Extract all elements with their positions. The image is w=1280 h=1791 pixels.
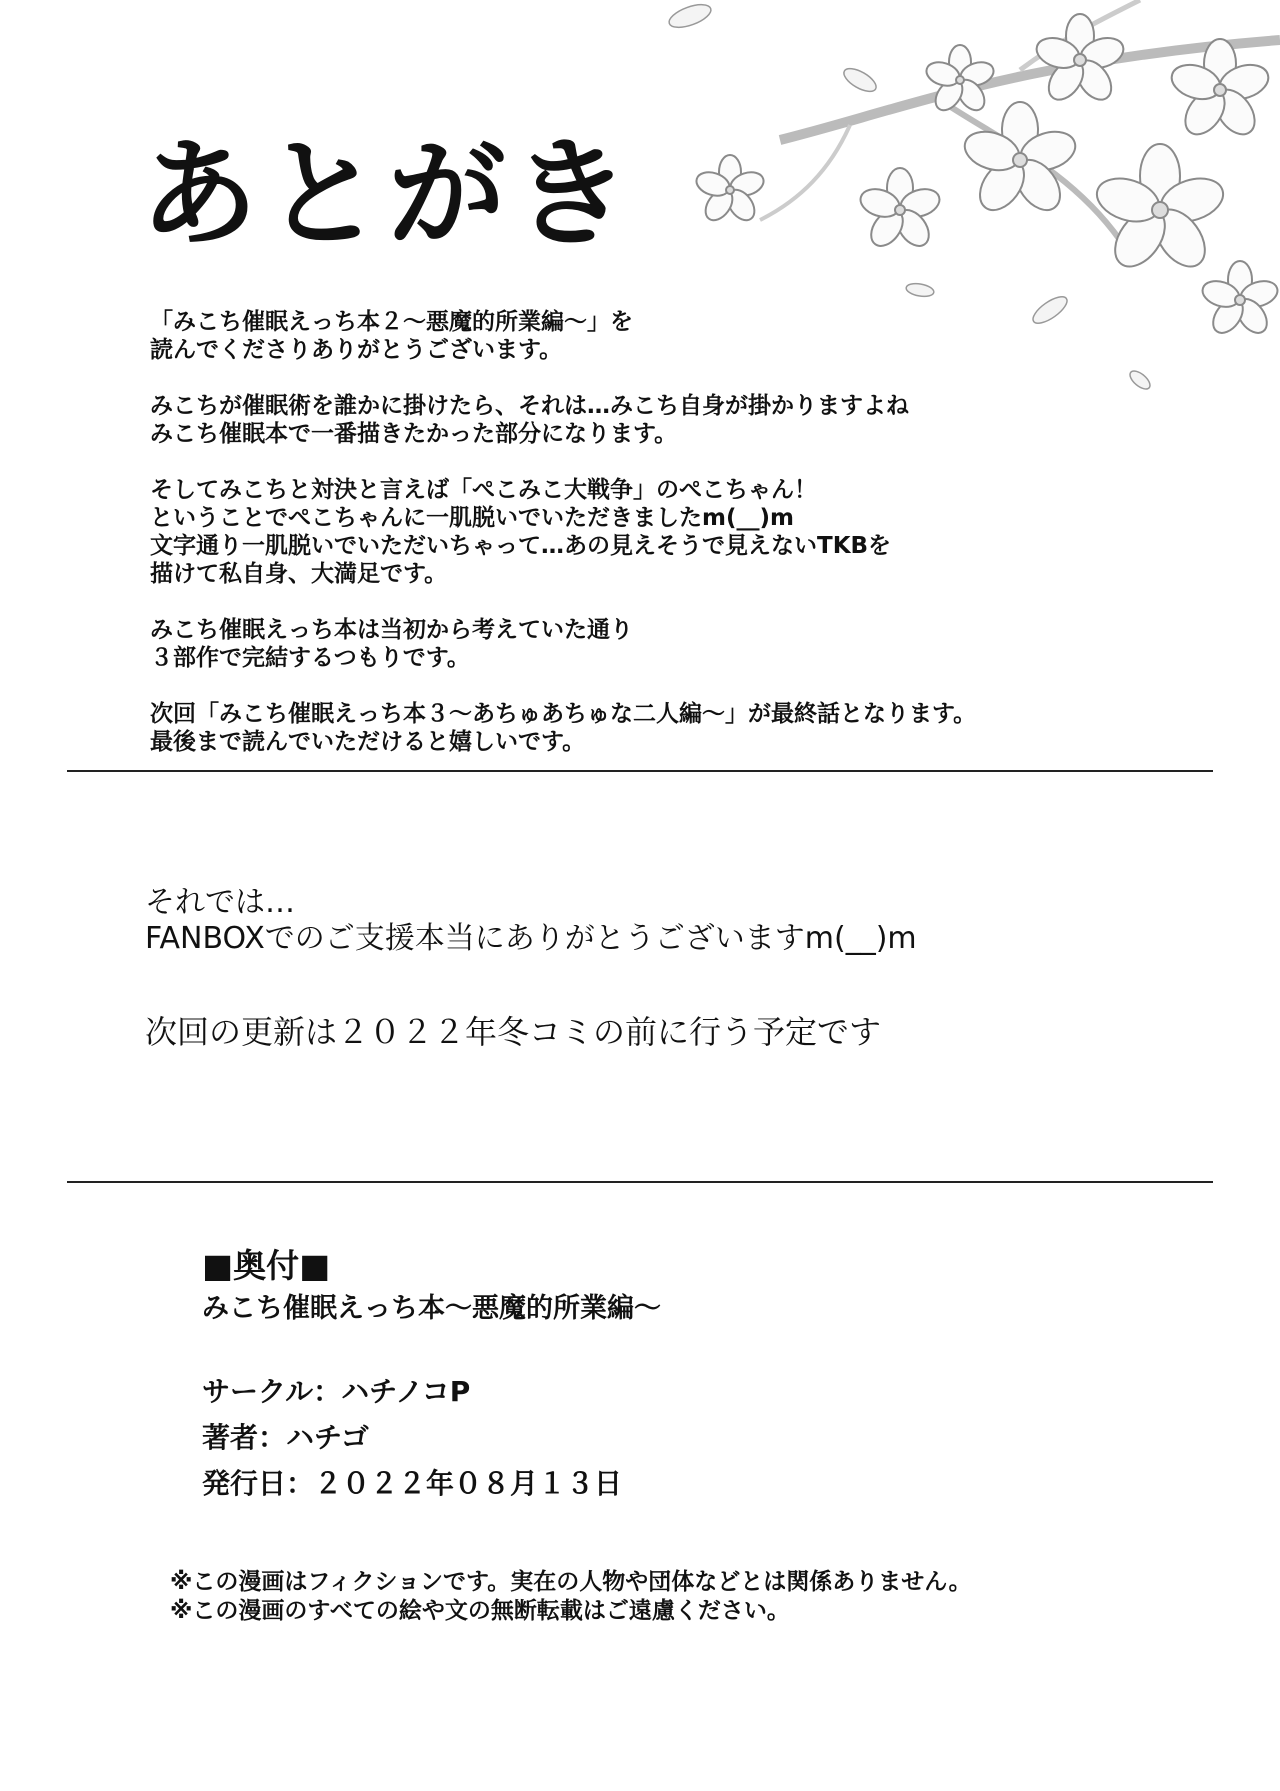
text-line: ということでぺこちゃんに一肌脱いでいただきましたm(__)m	[150, 505, 794, 531]
colophon-meta	[202, 1369, 661, 1507]
colophon	[202, 1245, 661, 1507]
text-line: みこち催眠えっち本は当初から考えていた通り	[150, 617, 633, 643]
text-line: 描けて私自身、大満足です。	[150, 561, 448, 587]
text-line: 次回「みこち催眠えっち本３～あちゅあちゅな二人編～」が最終話となります。	[150, 701, 977, 727]
text-line: 最後まで読んでいただけると嬉しいです。	[150, 729, 586, 755]
disclaimer-line: ※この漫画のすべての絵や文の無断転載はご遠慮ください。	[170, 1598, 790, 1624]
afterword-body	[150, 308, 1090, 784]
disclaimer-notes	[170, 1568, 972, 1626]
colophon-heading: ■奥付■	[202, 1246, 331, 1285]
paragraph	[150, 616, 1090, 672]
paragraph	[150, 392, 1090, 448]
text-line: ３部作で完結するつもりです。	[150, 645, 470, 671]
text-line: 「みこち催眠えっち本２～悪魔的所業編～」を	[150, 309, 633, 335]
text-line: そしてみこちと対決と言えば「ぺこみこ大戦争」のぺこちゃん！	[150, 477, 817, 503]
paragraph	[150, 308, 1090, 364]
text-line: 読んでくださりありがとうございます。	[150, 337, 563, 363]
thanks-line: FANBOXでのご支援本当にありがとうございますm(__)m	[145, 921, 917, 956]
paragraph	[150, 700, 1090, 756]
thanks-block	[145, 885, 917, 957]
paragraph	[150, 476, 1090, 588]
author-name: 著者：ハチゴ	[202, 1421, 369, 1454]
circle-name: サークル：ハチノコP	[202, 1375, 471, 1408]
thanks-line: それでは…	[145, 885, 295, 920]
divider	[67, 770, 1213, 772]
divider	[67, 1181, 1213, 1183]
text-line: 文字通り一肌脱いでいただいちゃって…あの見えそうで見えないTKBを	[150, 533, 892, 559]
text-line: みこち催眠本で一番描きたかった部分になります。	[150, 421, 678, 447]
page-title: あとがき	[140, 125, 637, 263]
book-title: みこち催眠えっち本～悪魔的所業編～	[202, 1293, 661, 1324]
publish-date: 発行日：２０２２年０８月１３日	[202, 1467, 623, 1500]
disclaimer-line: ※この漫画はフィクションです。実在の人物や団体などとは関係ありません。	[170, 1569, 972, 1595]
next-update-note: 次回の更新は２０２２年冬コミの前に行う予定です	[145, 1013, 882, 1051]
text-line: みこちが催眠術を誰かに掛けたら、それは…みこち自身が掛かりますよね	[150, 393, 909, 419]
